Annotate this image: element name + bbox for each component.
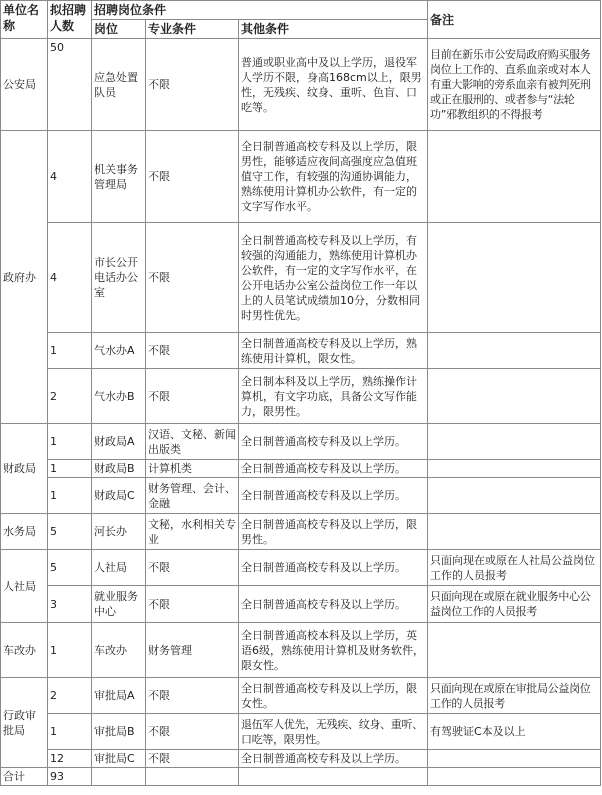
- position-cell: 应急处置队员: [92, 39, 146, 131]
- other-cell: 普通或职业高中及以上学历，退役军人学历不限，身高168cm以上，限男性，无残疾、纹身、重听、色盲、口吃等。: [239, 39, 428, 131]
- major-cell: 不限: [146, 550, 239, 586]
- notes-cell: [428, 514, 601, 550]
- count-cell: 1: [48, 460, 92, 478]
- table-row: [1, 424, 601, 460]
- total-label: 合计: [1, 768, 48, 786]
- other-cell: 全日制普通高校专科及以上学历。: [239, 586, 428, 623]
- major-cell: 不限: [146, 586, 239, 623]
- notes-cell: [428, 333, 601, 369]
- position-cell: 审批局A: [92, 678, 146, 714]
- unit-cell: 行政审批局: [1, 678, 48, 768]
- notes-cell: [428, 460, 601, 478]
- position-cell: 河长办: [92, 514, 146, 550]
- major-cell: 不限: [146, 714, 239, 750]
- notes-cell: 目前在新乐市公安局政府购买服务岗位上工作的、直系血亲或对本人有重大影响的旁系血亲有被判死刑或正在服刑的、或者参与“法轮功”邪教组织的不得报考: [428, 39, 601, 131]
- header-row: [1, 1, 601, 20]
- table-row: [1, 550, 601, 586]
- count-cell: 3: [48, 586, 92, 623]
- other-cell: 全日制普通高校专科及以上学历，限女性。: [239, 678, 428, 714]
- count-cell: 12: [48, 750, 92, 768]
- major-cell: 不限: [146, 131, 239, 223]
- position-cell: 就业服务中心: [92, 586, 146, 623]
- major-cell: 汉语、文秘、新闻出版类: [146, 424, 239, 460]
- count-cell: 2: [48, 369, 92, 424]
- major-cell: 不限: [146, 750, 239, 768]
- major-cell: 财务管理: [146, 623, 239, 678]
- other-cell: 全日制普通高校专科及以上学历，熟练使用计算机，限女性。: [239, 333, 428, 369]
- notes-cell: 只面向现在或原在审批局公益岗位工作的人员报考: [428, 678, 601, 714]
- other-cell: 全日制普通高校本科及以上学历，英语6级，熟练使用计算机及财务软件，限女性。: [239, 623, 428, 678]
- header-count: 拟招聘人数: [48, 1, 92, 39]
- count-cell: 50: [48, 39, 92, 131]
- total-row: [1, 768, 601, 786]
- position-cell: 财政局B: [92, 460, 146, 478]
- header-other: 其他条件: [239, 20, 428, 39]
- notes-cell: 只面向现在或原在就业服务中心公益岗位工作的人员报考: [428, 586, 601, 623]
- count-cell: 5: [48, 514, 92, 550]
- table-row: [1, 478, 601, 514]
- count-cell: 5: [48, 550, 92, 586]
- header-major: 专业条件: [146, 20, 239, 39]
- position-cell: 财政局A: [92, 424, 146, 460]
- count-cell: 4: [48, 131, 92, 223]
- major-cell: 不限: [146, 333, 239, 369]
- table-row: [1, 333, 601, 369]
- position-cell: 财政局C: [92, 478, 146, 514]
- count-cell: 1: [48, 714, 92, 750]
- header-conditions: 招聘岗位条件: [92, 1, 428, 20]
- position-cell: 气水办A: [92, 333, 146, 369]
- table-row: [1, 750, 601, 768]
- position-cell: 市长公开电话办公室: [92, 223, 146, 333]
- major-cell: 不限: [146, 678, 239, 714]
- major-cell: 文秘，水利相关专业: [146, 514, 239, 550]
- unit-cell: 水务局: [1, 514, 48, 550]
- position-cell: 车改办: [92, 623, 146, 678]
- empty-cell: [146, 768, 239, 786]
- unit-cell: 车改办: [1, 623, 48, 678]
- table-row: [1, 514, 601, 550]
- count-cell: 1: [48, 333, 92, 369]
- position-cell: 审批局C: [92, 750, 146, 768]
- notes-cell: 有驾驶证C本及以上: [428, 714, 601, 750]
- notes-cell: [428, 223, 601, 333]
- table-row: [1, 678, 601, 714]
- other-cell: 全日制普通高校专科及以上学历，有较强的沟通能力，熟练使用计算机办公软件，有一定的文字写作水平，在公开电话办公室公益岗位工作一年以上的人员笔试成绩加10分，分数相同时男性优先。: [239, 223, 428, 333]
- count-cell: 2: [48, 678, 92, 714]
- other-cell: 退伍军人优先，无残疾、纹身、重听、口吃等，限男性。: [239, 714, 428, 750]
- major-cell: 财务管理、会计、金融: [146, 478, 239, 514]
- notes-cell: [428, 478, 601, 514]
- position-cell: 气水办B: [92, 369, 146, 424]
- count-cell: 1: [48, 424, 92, 460]
- count-cell: 4: [48, 223, 92, 333]
- other-cell: 全日制普通高校专科及以上学历，限男性，能够适应夜间高强度应急值班值守工作，有较强的沟通协调能力，熟练使用计算机办公软件，有一定的文字写作水平。: [239, 131, 428, 223]
- table-row: [1, 223, 601, 333]
- other-cell: 全日制本科及以上学历，熟练操作计算机，有文字功底，具备公文写作能力，限男性。: [239, 369, 428, 424]
- other-cell: 全日制普通高校专科及以上学历，限男性。: [239, 514, 428, 550]
- other-cell: 全日制普通高校专科及以上学历。: [239, 478, 428, 514]
- table-row: [1, 623, 601, 678]
- unit-cell: 财政局: [1, 424, 48, 514]
- table-row: [1, 369, 601, 424]
- empty-cell: [239, 768, 428, 786]
- header-unit: 单位名称: [1, 1, 48, 39]
- position-cell: 机关事务管理局: [92, 131, 146, 223]
- notes-cell: [428, 623, 601, 678]
- major-cell: 计算机类: [146, 460, 239, 478]
- notes-cell: [428, 750, 601, 768]
- other-cell: 全日制普通高校专科及以上学历。: [239, 550, 428, 586]
- unit-cell: 人社局: [1, 550, 48, 623]
- header-notes: 备注: [428, 1, 601, 39]
- notes-cell: [428, 131, 601, 223]
- unit-cell: 政府办: [1, 131, 48, 424]
- major-cell: 不限: [146, 223, 239, 333]
- other-cell: 全日制普通高校专科及以上学历。: [239, 750, 428, 768]
- count-cell: 1: [48, 478, 92, 514]
- major-cell: 不限: [146, 39, 239, 131]
- notes-cell: [428, 424, 601, 460]
- table-row: [1, 586, 601, 623]
- notes-cell: 只面向现在或原在人社局公益岗位工作的人员报考: [428, 550, 601, 586]
- table-row: [1, 131, 601, 223]
- empty-cell: [92, 768, 146, 786]
- position-cell: 人社局: [92, 550, 146, 586]
- position-cell: 审批局B: [92, 714, 146, 750]
- table-row: [1, 460, 601, 478]
- other-cell: 全日制普通高校专科及以上学历。: [239, 460, 428, 478]
- unit-cell: 公安局: [1, 39, 48, 131]
- table-row: [1, 714, 601, 750]
- other-cell: 全日制普通高校专科及以上学历。: [239, 424, 428, 460]
- total-count: 93: [48, 768, 92, 786]
- count-cell: 1: [48, 623, 92, 678]
- major-cell: 不限: [146, 369, 239, 424]
- empty-cell: [428, 768, 601, 786]
- header-position: 岗位: [92, 20, 146, 39]
- table-row: [1, 39, 601, 131]
- notes-cell: [428, 369, 601, 424]
